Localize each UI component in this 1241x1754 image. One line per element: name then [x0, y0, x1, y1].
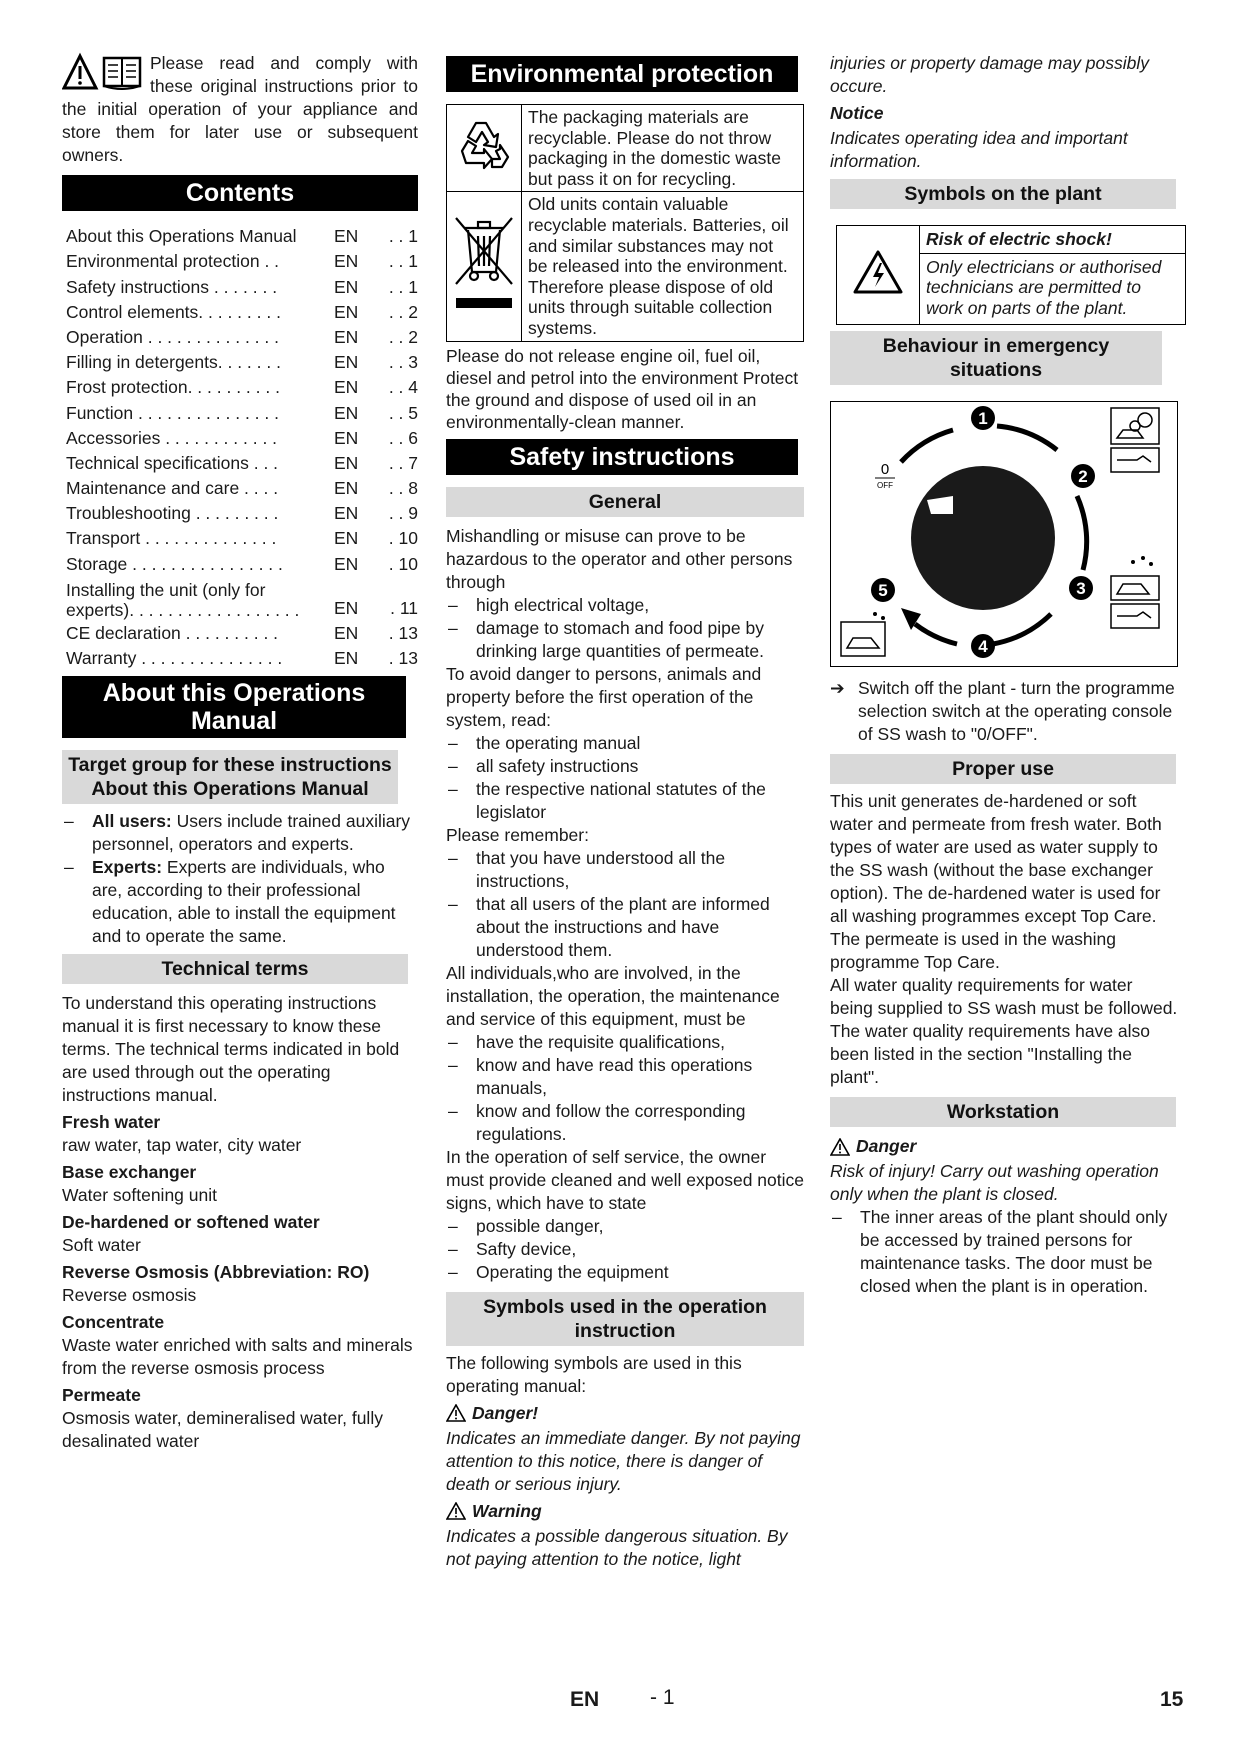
contents-entry [66, 475, 418, 500]
shock-text: Only electricians or authorised technicians are permitted to work on parts of the plant. [920, 253, 1186, 325]
general-heading: General [446, 487, 804, 517]
notice-text: Indicates operating idea and important information. [830, 128, 1128, 171]
list-item: – the operating manual [446, 732, 804, 755]
list-item: – all safety instructions [446, 755, 804, 778]
avoid-text: To avoid danger to persons, animals and property before the first operation of the system, read: [446, 663, 762, 730]
svg-text:4: 4 [978, 637, 988, 657]
recycle-text: The packaging materials are recyclable. Please do not throw packaging in the domestic waste but pass it on for recycling. [522, 105, 804, 192]
term-definition: Soft water [62, 1235, 141, 1255]
individuals-list [446, 1031, 804, 1146]
contents-entry-lang: EN [334, 276, 359, 297]
contents-entry-page: . . 7 [388, 452, 418, 473]
warning-text: Indicates a possible dangerous situation. By not paying attention to the notice, light [446, 1525, 788, 1569]
warning-symbol: Warning [446, 1500, 804, 1523]
term-name: Fresh water [62, 1112, 161, 1132]
electric-shock-icon [852, 249, 904, 295]
technical-terms-heading: Technical terms [62, 954, 408, 984]
column-right [830, 52, 1180, 1298]
shock-icon-cell [837, 226, 920, 325]
list-item: – possible danger, [446, 1215, 804, 1238]
symbols-heading: Symbols used in the operation instruction [446, 1292, 804, 1346]
proper-use-heading: Proper use [830, 754, 1176, 784]
contents-entry-lang: EN [334, 597, 359, 618]
term-name: Concentrate [62, 1312, 165, 1332]
svg-text:2: 2 [1078, 467, 1088, 487]
target-group-heading: Target group for these instructions About this Operations Manual [62, 750, 398, 804]
remember-text: Please remember: [446, 824, 589, 845]
selector-dial-figure [830, 401, 1178, 667]
contents-entry [66, 550, 418, 575]
contents-entry-title: Frost protection. . . . . . . . . . [66, 377, 280, 398]
switch-off-instruction: ➔ Switch off the plant - turn the programme selection switch at the operating console of SS wash to "0/OFF". [830, 678, 1175, 745]
list-item: – damage to stomach and food pipe by drinking large quantities of permeate. [446, 617, 804, 663]
list-item: – the respective national statutes of the legislator [446, 778, 804, 824]
contents-entry-title: Filling in detergents. . . . . . . [66, 352, 281, 373]
notice-label: Notice [830, 103, 884, 123]
programme-selector-dial [831, 402, 1177, 666]
table-row [837, 226, 1186, 254]
contents-entry-lang: EN [334, 377, 359, 398]
contents-entry-lang: EN [334, 503, 359, 524]
contents-entry-title: Troubleshooting . . . . . . . . . [66, 503, 279, 524]
contents-entry-page: . . 2 [388, 326, 418, 347]
contents-entry-title: Control elements. . . . . . . . . [66, 301, 281, 322]
contents-entry-title: Operation . . . . . . . . . . . . . . [66, 326, 279, 347]
contents-entry-title: Installing the unit (only for experts). . . . . . . . . . . . . . . . . . [66, 579, 300, 620]
workstation-heading: Workstation [830, 1097, 1176, 1127]
dial-position-5 [871, 578, 895, 602]
term-definition: raw water, tap water, city water [62, 1135, 302, 1155]
dial-position-2 [1071, 464, 1095, 488]
oil-text: Please do not release engine oil, fuel oil, diesel and petrol into the environment Protect the ground and dispose of used oil in an environmentally-clean manner. [446, 345, 799, 432]
term-name: Reverse Osmosis (Abbreviation: RO) [62, 1262, 370, 1282]
shock-title: Risk of electric shock! [920, 226, 1186, 254]
contents-entry-page: . . 2 [388, 301, 418, 322]
car-spray-icon [1111, 576, 1159, 600]
symbols-intro: The following symbols are used in this operating manual: [446, 1352, 742, 1396]
contents-entry-page: . 10 [388, 553, 418, 574]
contents-entry-page: . . 6 [388, 427, 418, 448]
user-groups-list [62, 810, 418, 948]
term-definition: Waste water enriched with salts and minerals from the reverse osmosis process [62, 1335, 413, 1378]
arrow-right-icon: ➔ [830, 678, 845, 699]
contents-entry-page: . 10 [388, 528, 418, 549]
warning-triangle-icon [830, 1138, 850, 1156]
shock-table [836, 225, 1186, 325]
dial-position-1 [971, 406, 995, 430]
proper-use-text-2: All water quality requirements for water being supplied to SS wash must be followed. The water quality requirements have also been listed in the section "Installing the plant". [830, 975, 1178, 1088]
danger-text: Indicates an immediate danger. By not paying attention to this notice, there is danger of death or serious injury. [446, 1427, 801, 1494]
contents-entry-title: Environmental protection . . [66, 251, 280, 272]
individuals-text: All individuals,who are involved, in the installation, the operation, the maintenance and service of this equipment, must be [446, 962, 780, 1029]
contents-entry [66, 525, 418, 550]
contents-entry [66, 645, 418, 670]
env-heading: Environmental protection [446, 56, 798, 92]
hazards-list [446, 594, 804, 663]
contents-entry-lang: EN [334, 622, 359, 643]
intro-text: Please read and comply with these original instructions prior to the initial operation of your appliance and store them for later use or subsequent owners. [62, 53, 418, 165]
dial-knob [911, 466, 1055, 610]
signs-list [446, 1215, 804, 1284]
svg-text:3: 3 [1076, 579, 1086, 599]
dial-position-3 [1069, 576, 1093, 600]
list-item: – The inner areas of the plant should only be accessed by trained persons for maintenance tasks. The door must be closed when the plant is in operation. [830, 1206, 1180, 1298]
contents-entry-lang: EN [334, 553, 359, 574]
warning-triangle-icon [446, 1502, 466, 1520]
warning-triangle-icon [446, 1404, 466, 1422]
contents-entry-lang: EN [334, 452, 359, 473]
self-service-text: In the operation of self service, the owner must provide cleaned and well exposed notice signs, which have to state [446, 1146, 804, 1213]
contents-entry-page: . . 8 [388, 478, 418, 499]
dial-arc [1077, 496, 1087, 570]
list-item: – know and have read this operations manuals, [446, 1054, 804, 1100]
contents-entry-page: . . 4 [388, 377, 418, 398]
contents-entry [66, 576, 418, 620]
contents-entry-lang: EN [334, 301, 359, 322]
contents-entry-lang: EN [334, 528, 359, 549]
intro-block [62, 52, 418, 167]
contents-entry-title: Storage . . . . . . . . . . . . . . . . [66, 553, 283, 574]
car-spray-icon [841, 622, 885, 656]
weee-cell [447, 192, 522, 341]
general-intro: Mishandling or misuse can prove to be hazardous to the operator and other persons through [446, 525, 793, 592]
term-definition: Osmosis water, demineralised water, fully desalinated water [62, 1408, 383, 1451]
table-row [447, 105, 804, 192]
footer-page-number: 15 [1160, 1688, 1184, 1711]
danger-symbol: Danger! [446, 1402, 804, 1425]
contents-entry-page: . . 3 [388, 352, 418, 373]
contents-entry-lang: EN [334, 326, 359, 347]
proper-use-text: This unit generates de-hardened or soft water and permeate from fresh water. Both types of water are used as water supply to the SS wash (without the base exchanger option). The de-hardened water is used for all washing programmes except Top Care. The permeate is used in the washing programme Top Care. [830, 791, 1162, 973]
contents-entry-title: Maintenance and care . . . . [66, 478, 279, 499]
contents-entry-page: . . 1 [388, 276, 418, 297]
term-name: Permeate [62, 1385, 141, 1405]
contents-entry-lang: EN [334, 251, 359, 272]
contents-entry-lang: EN [334, 478, 359, 499]
list-item: – high electrical voltage, [446, 594, 804, 617]
contents-entry [66, 374, 418, 399]
list-item: – Operating the equipment [446, 1261, 804, 1284]
intro-icons [62, 52, 144, 96]
contents-entry-lang: EN [334, 352, 359, 373]
contents-entry [66, 273, 418, 298]
contents-entry [66, 450, 418, 475]
remember-list [446, 847, 804, 962]
contents-entry-lang: EN [334, 648, 359, 668]
dial-position-4 [971, 634, 995, 658]
contents-entry-page: . . 5 [388, 402, 418, 423]
contents-entry-page: . . 1 [388, 226, 418, 247]
env-table [446, 104, 804, 342]
contents-entry-lang: EN [334, 226, 359, 247]
contents-entry [66, 620, 418, 645]
plant-symbols-heading: Symbols on the plant [830, 179, 1176, 209]
about-heading: About this Operations Manual [62, 676, 406, 738]
terms-intro: To understand this operating instructions manual it is first necessary to know these terms. The technical terms indicated in bold are used through out the operating instructions manual. [62, 993, 400, 1105]
contents-entry-title: Safety instructions . . . . . . . [66, 276, 278, 297]
contents-entry-title: CE declaration . . . . . . . . . . [66, 622, 279, 643]
old-units-text: Old units contain valuable recyclable materials. Batteries, oil and similar substances may not be released into the environment. Therefore please dispose of old units through suitable collection systems. [522, 192, 804, 341]
footer-language: EN [570, 1688, 600, 1711]
dial-off-label: 0 [880, 461, 890, 479]
contents-entry [66, 299, 418, 324]
recycle-icon [452, 113, 516, 177]
contents-entry-page: . 13 [388, 622, 418, 643]
contents-entry [66, 500, 418, 525]
contents-entry-title: About this Operations Manual [66, 226, 297, 247]
contents-entry-title: Function . . . . . . . . . . . . . . . [66, 402, 279, 423]
svg-text:1: 1 [978, 409, 988, 429]
contents-entry [66, 349, 418, 374]
dial-off-sublabel: OFF [877, 481, 893, 491]
emergency-heading: Behaviour in emergency situations [830, 331, 1162, 385]
crossed-bin-icon [450, 208, 518, 318]
column-middle [446, 52, 804, 1571]
list-item: – that you have understood all the instructions, [446, 847, 804, 893]
contents-entry [66, 399, 418, 424]
contents-entry-lang: EN [334, 402, 359, 423]
contents-list [66, 223, 418, 670]
column-left [62, 52, 418, 1453]
read-list [446, 732, 804, 824]
footer-page-marker: - 1 [650, 1686, 675, 1709]
svg-text:5: 5 [878, 581, 888, 601]
contents-entry [66, 223, 418, 248]
list-item: – All users: Users include trained auxiliary personnel, operators and experts. [62, 810, 418, 856]
dial-arc [993, 614, 1051, 644]
dial-arc [901, 430, 953, 462]
contents-entry-title: Transport . . . . . . . . . . . . . . [66, 528, 277, 549]
list-item: – Safty device, [446, 1238, 804, 1261]
contents-entry-title: Accessories . . . . . . . . . . . . [66, 427, 278, 448]
contents-entry-lang: EN [334, 427, 359, 448]
safety-heading: Safety instructions [446, 439, 798, 475]
dial-arc [997, 426, 1057, 450]
workstation-danger-symbol: Danger [830, 1135, 1180, 1158]
workstation-list [830, 1206, 1180, 1298]
terms-list [62, 1111, 418, 1453]
contents-heading: Contents [62, 175, 418, 211]
contents-entry-page: . 13 [388, 648, 418, 668]
list-item: – Experts: Experts are individuals, who are, according to their professional education, able to install the equipment and to operate the same. [62, 856, 418, 948]
table-row [447, 192, 804, 341]
list-item: – have the requisite qualifications, [446, 1031, 804, 1054]
warning-manual-icon [62, 52, 144, 94]
contents-entry [66, 425, 418, 450]
contents-entry-title: Technical specifications . . . [66, 452, 279, 473]
term-name: Base exchanger [62, 1162, 197, 1182]
term-name: De-hardened or softened water [62, 1212, 320, 1232]
contents-entry [66, 324, 418, 349]
contents-entry [66, 248, 418, 273]
recycle-cell [447, 105, 522, 192]
contents-entry-page: . . 1 [388, 251, 418, 272]
term-definition: Water softening unit [62, 1185, 217, 1205]
term-definition: Reverse osmosis [62, 1285, 197, 1305]
dial-arc [915, 624, 957, 644]
list-item: – know and follow the corresponding regulations. [446, 1100, 804, 1146]
contents-entry-page: . 11 [390, 597, 418, 618]
workstation-danger-text: Risk of injury! Carry out washing operation only when the plant is closed. [830, 1161, 1159, 1205]
contents-entry-page: . . 9 [388, 503, 418, 524]
contents-entry-title: Warranty . . . . . . . . . . . . . . . [66, 648, 283, 668]
warning-text-cont: injuries or property damage may possibly occure. [830, 53, 1150, 96]
list-item: – that all users of the plant are informed about the instructions and have understood them. [446, 893, 804, 962]
